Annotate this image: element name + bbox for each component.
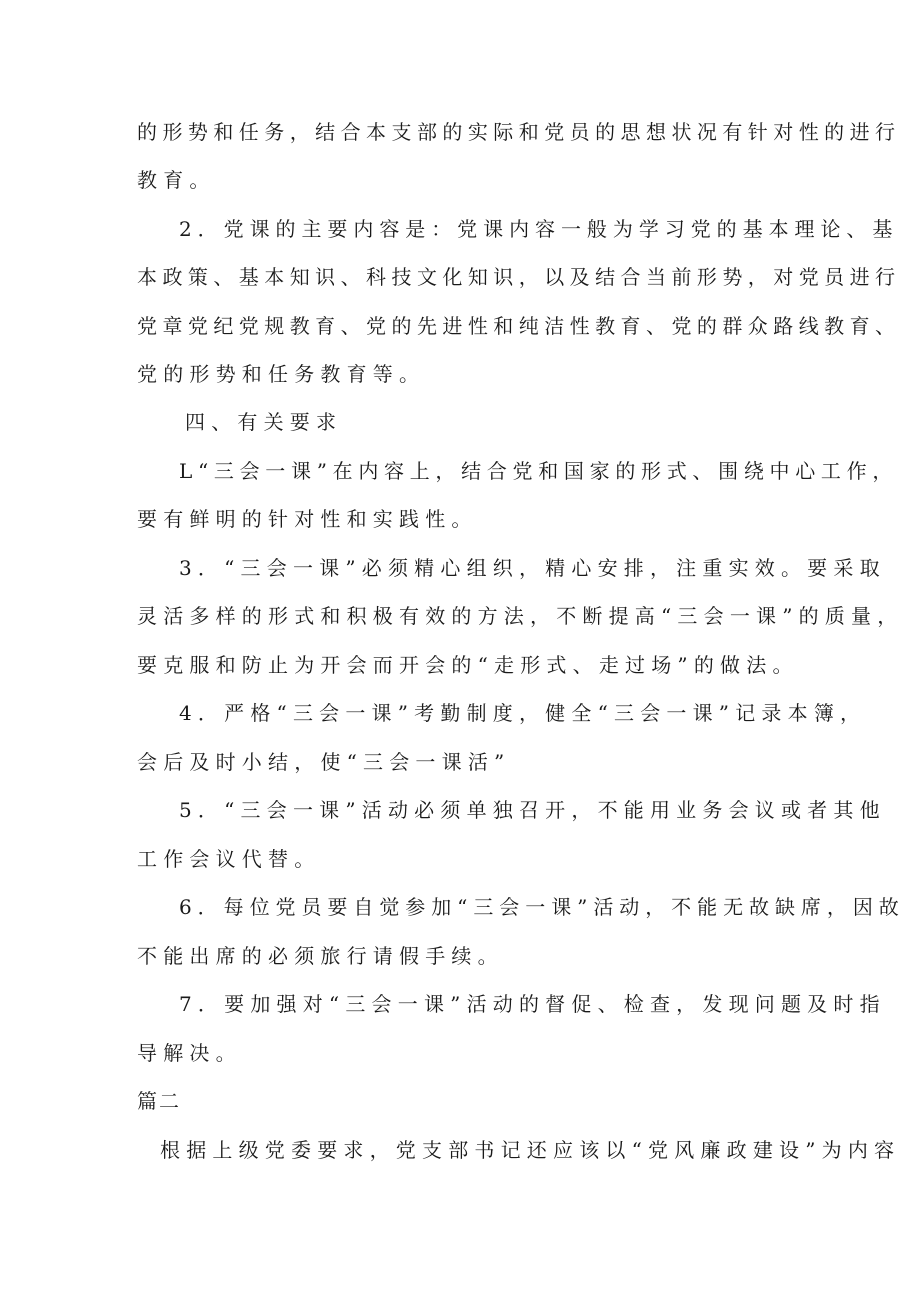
text-line: 4．严格“三会一课”考勤制度，健全“三会一课”记录本簿，: [179, 701, 867, 725]
text-line: 7．要加强对“三会一课”活动的督促、检查，发现问题及时指: [179, 992, 886, 1016]
text-line: 要克服和防止为开会而开会的“走形式、走过场”的做法。: [137, 653, 799, 677]
text-line: 3．“三会一课”必须精心组织，精心安排，注重实效。要采取: [179, 556, 886, 580]
text-line: 会后及时小结，使“三会一课活”: [137, 750, 511, 774]
text-line: 2．党课的主要内容是：党课内容一般为学习党的基本理论、基: [179, 217, 899, 241]
text-line: 的形势和任务，结合本支部的实际和党员的思想状况有针对性的进行: [137, 120, 901, 144]
text-line: 党的形势和任务教育等。: [137, 362, 426, 386]
text-line: 5．“三会一课”活动必须单独召开，不能用业务会议或者其他: [179, 798, 886, 822]
text-line: L“三会一课”在内容上，结合党和国家的形式、围绕中心工作，: [179, 459, 899, 483]
section-heading: 四、有关要求: [185, 410, 343, 434]
section-title: 篇二: [137, 1089, 181, 1113]
text-line: 要有鲜明的针对性和实践性。: [137, 507, 478, 531]
text-line: 导解决。: [137, 1041, 242, 1065]
text-line: 不能出席的必须旅行请假手续。: [137, 944, 504, 968]
text-line: 本政策、基本知识、科技文化知识，以及结合当前形势，对党员进行: [137, 265, 901, 289]
text-line: 灵活多样的形式和积极有效的方法，不断提高“三会一课”的质量，: [137, 604, 904, 628]
text-line: 工作会议代替。: [137, 847, 321, 871]
text-line: 根据上级党委要求，党支部书记还应该以“党风廉政建设”为内容: [160, 1138, 901, 1162]
text-line: 党章党纪党规教育、党的先进性和纯洁性教育、党的群众路线教育、: [137, 314, 901, 338]
text-line: 教育。: [137, 168, 216, 192]
text-line: 6．每位党员要自觉参加“三会一课”活动，不能无故缺席，因故: [179, 895, 905, 919]
